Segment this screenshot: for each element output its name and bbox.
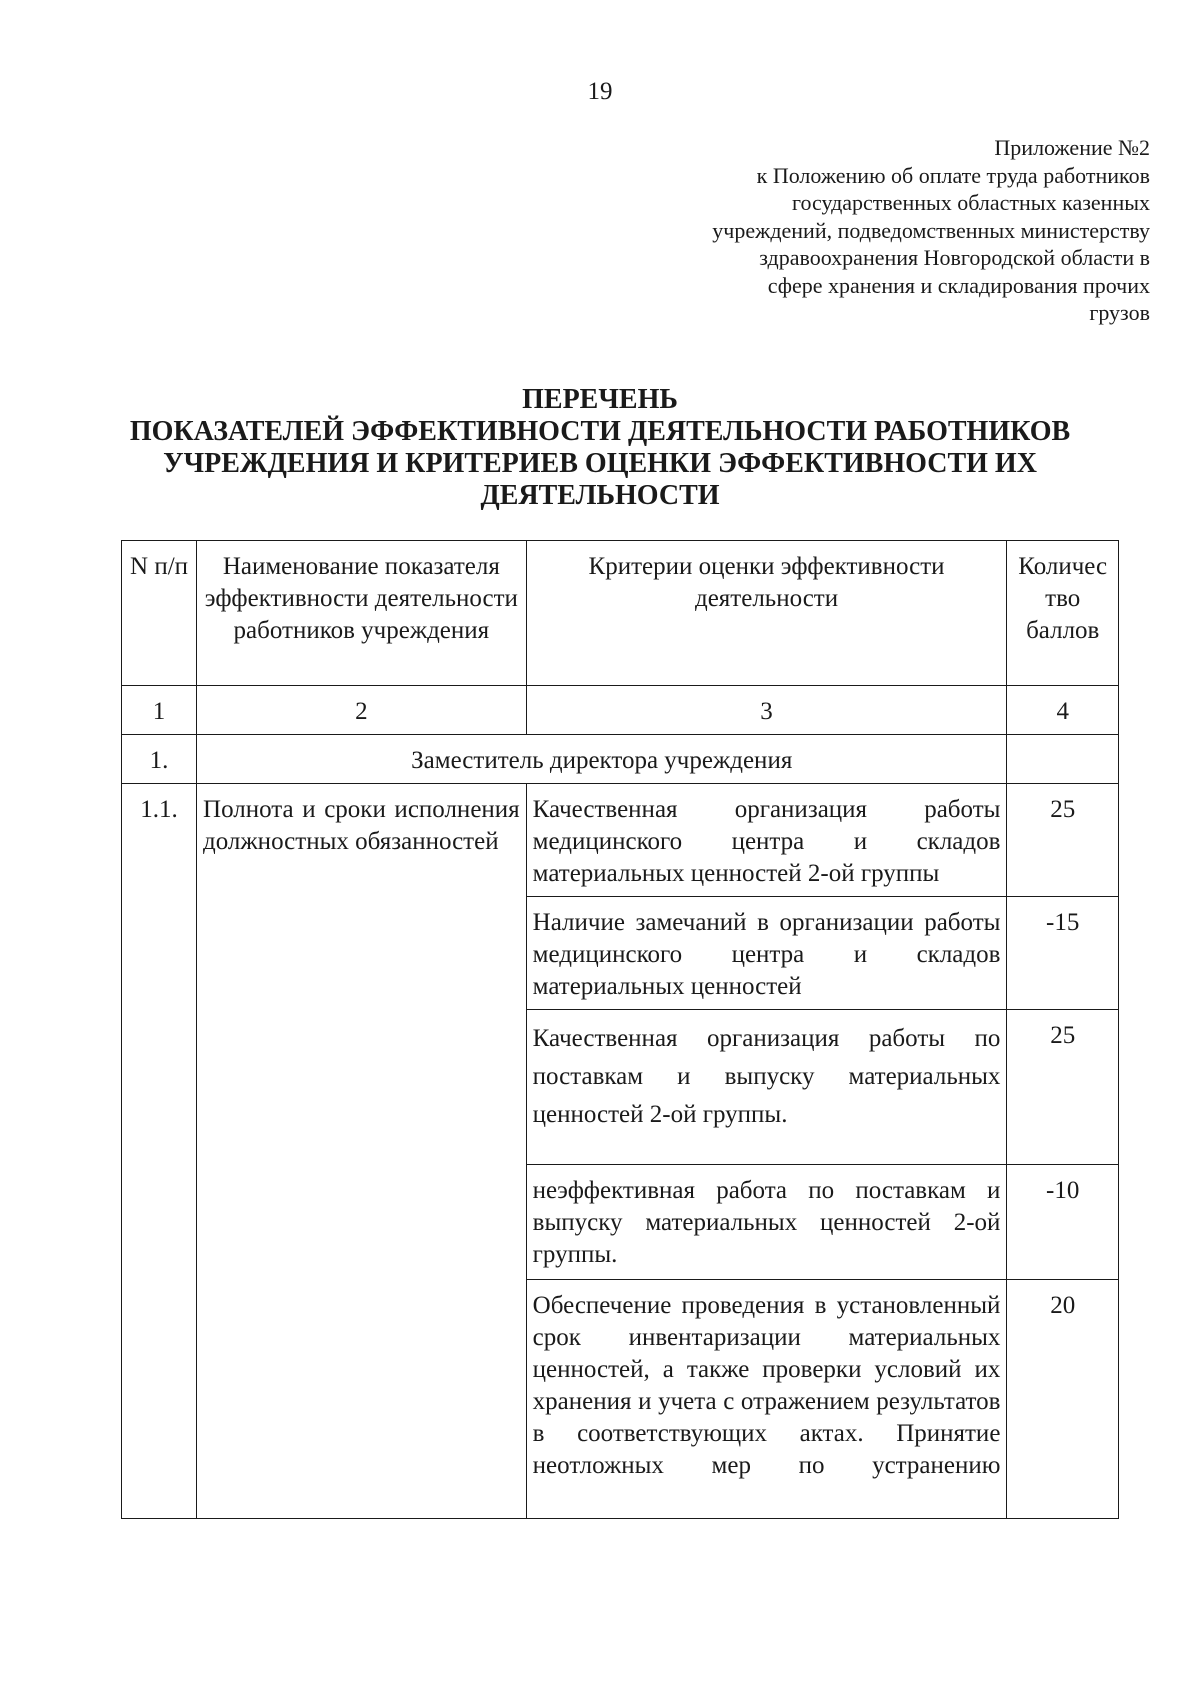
header-indicator: Наименование показателя эффективности деятельности работников учреждения [197,541,527,686]
criteria-text: Наличие замечаний в организации работы медицинского центра и складов материальных ценностей [526,897,1007,1010]
column-number: 4 [1007,686,1119,735]
criteria-text: Обеспечение проведения в установленный срок инвентаризации материальных ценностей, а также проверки условий их хранения и учета с отражением результатов в соответствующих актах. Принятие неотложных мер по устранению [526,1280,1007,1519]
appendix-line: грузов [1089,300,1150,325]
column-number: 1 [122,686,197,735]
title-line: ДЕЯТЕЛЬНОСТИ [480,480,720,511]
item-num: 1.1. [122,784,197,1519]
title-line: ПЕРЕЧЕНЬ [522,384,678,415]
item-indicator: Полнота и сроки исполнения должностных обязанностей [197,784,527,1519]
table-row [122,784,1119,897]
appendix-line: сфере хранения и складирования прочих [767,272,1150,298]
page-number: 19 [587,78,613,105]
criteria-text: неэффективная работа по поставкам и выпуску материальных ценностей 2-ой группы. [526,1165,1007,1280]
criteria-table [121,540,1119,1519]
criteria-text: Качественная организация работы по поставкам и выпуску материальных ценностей 2-ой группы. [526,1010,1007,1165]
criteria-points: -10 [1007,1165,1119,1280]
column-number: 2 [197,686,527,735]
appendix-line: к Положению об оплате труда работников [756,162,1150,188]
document-title [0,384,1200,512]
criteria-points: 20 [1007,1280,1119,1519]
appendix-line: государственных областных казенных [791,190,1150,215]
section-num: 1. [122,735,197,784]
table-header-row [122,541,1119,686]
header-points: Количес тво баллов [1007,541,1119,686]
column-number-row [122,686,1119,735]
appendix-line: учреждений, подведомственных министерству [712,217,1150,243]
appendix-line: Приложение №2 [994,135,1150,160]
appendix-note [550,134,1150,327]
header-criteria: Критерии оценки эффективности деятельности [526,541,1007,686]
criteria-text: Качественная организация работы медицинского центра и складов материальных ценностей 2-ой группы [526,784,1007,897]
title-line: УЧРЕЖДЕНИЯ И КРИТЕРИЕВ ОЦЕНКИ ЭФФЕКТИВНОСТИ ИХ [163,448,1037,479]
header-num: N п/п [122,541,197,686]
title-line: ПОКАЗАТЕЛЕЙ ЭФФЕКТИВНОСТИ ДЕЯТЕЛЬНОСТИ РАБОТНИКОВ [129,416,1071,447]
criteria-points: -15 [1007,897,1119,1010]
section-title: Заместитель директора учреждения [197,735,1007,784]
column-number: 3 [526,686,1007,735]
appendix-line: здравоохранения Новгородской области в [759,245,1150,270]
criteria-points: 25 [1007,784,1119,897]
section-row [122,735,1119,784]
criteria-points: 25 [1007,1010,1119,1165]
section-points [1007,735,1119,784]
